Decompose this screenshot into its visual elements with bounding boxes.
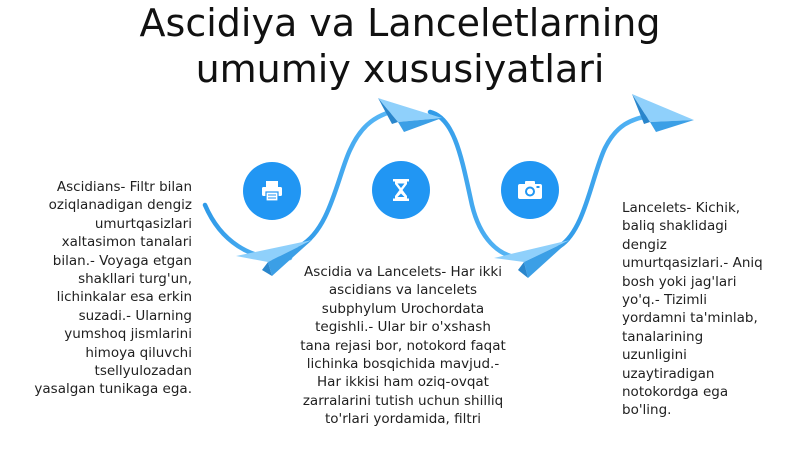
camera-icon <box>517 179 543 201</box>
text-block-lancelets: Lancelets- Kichik, baliq shaklidagi dengiz umurtqasizlari.- Aniq bosh yoki jag'lari yo'q.- Tizimli yordamni ta'minlab, tanalarining uzunligini uzaytiradigan notokordga ega bo'ling. <box>622 200 763 419</box>
hourglass-icon <box>389 177 413 203</box>
text-block-common: Ascidia va Lancelets- Har ikki ascidians va lancelets subphylum Urochordata tegishli.- Ular bir o'xshash tana rejasi bor, notokord faqat lichinka bosqichida mavjud.- Har ikkisi ham oziq-ovqat zarralarini tutish uchun shilliq to'rlari yordamida, filtri <box>300 264 506 428</box>
printer-icon <box>259 178 285 204</box>
printer-icon-circle <box>243 162 301 220</box>
title-line-1: Ascidiya va Lanceletlarning <box>139 1 661 45</box>
hourglass-icon-circle <box>372 161 430 219</box>
paper-plane-4 <box>632 94 694 132</box>
camera-icon-circle <box>501 161 559 219</box>
paper-plane-2 <box>378 98 442 132</box>
title-line-2: umumiy xususiyatlari <box>195 47 605 91</box>
text-block-ascidians: Ascidians- Filtr bilan oziqlanadigan dengiz umurtqasizlari xaltasimon tanalari bilan.- Voyaga etgan shakllari turg'un, lichinkalar esa erkin suzadi.- Ularning yumshoq jismlarini himoya qiluvchi tsellyulozadan yasalgan tunikaga ega. <box>34 179 192 398</box>
